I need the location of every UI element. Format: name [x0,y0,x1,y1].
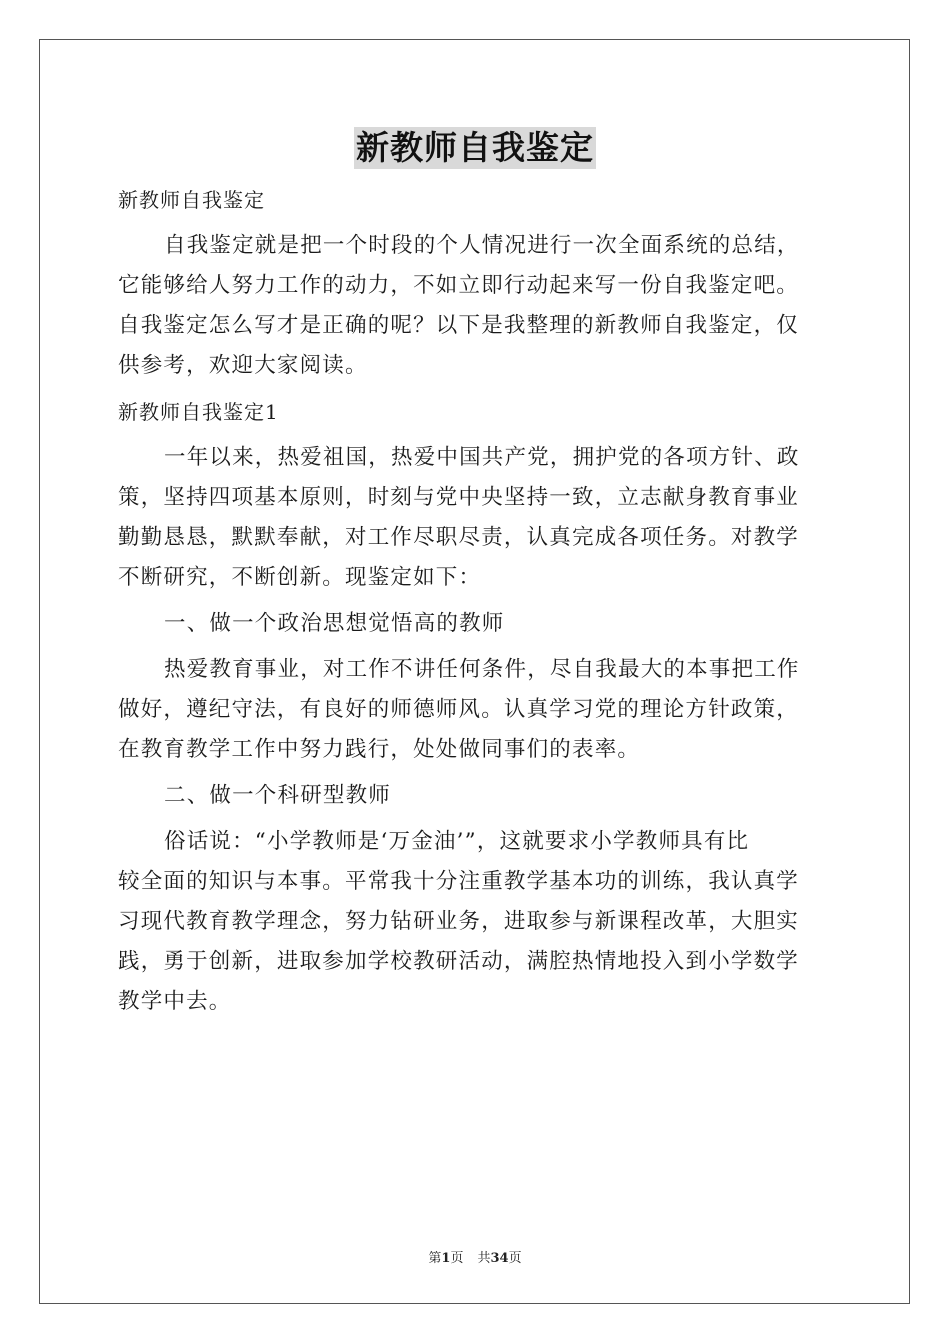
paragraph-line: 习现代教育教学理念，努力钻研业务，进取参与新课程改革，大胆实 [118,909,800,934]
point-heading-2: 二、做一个科研型教师 [164,783,392,808]
paragraph-1 [118,438,834,598]
intro-paragraph [118,226,834,386]
paragraph-line: 它能够给人努力工作的动力，不如立即行动起来写一份自我鉴定吧。 [118,273,800,298]
document-subtitle: 新教师自我鉴定 [118,188,265,212]
page-suffix: 页 [450,1251,464,1266]
paragraph-line: 不断研究，不断创新。现鉴定如下： [118,565,482,590]
paragraph-line: 做好，遵纪守法，有良好的师德师风。认真学习党的理论方针政策， [118,697,800,722]
paragraph-line: 较全面的知识与本事。平常我十分注重教学基本功的训练，我认真学 [118,869,800,894]
paragraph-line: 自我鉴定怎么写才是正确的呢？以下是我整理的新教师自我鉴定，仅 [118,313,800,338]
document-title: 新教师自我鉴定 [356,128,594,167]
paragraph-line: 供参考，欢迎大家阅读。 [118,353,368,378]
page-current: 1 [441,1251,451,1266]
page-prefix: 第 [428,1251,442,1266]
paragraph-line: 热爱教育事业，对工作不讲任何条件，尽自我最大的本事把工作 [164,657,800,682]
total-prefix: 共 [477,1251,491,1266]
paragraph-2 [118,650,834,770]
section-heading: 新教师自我鉴定1 [118,400,279,424]
page-total: 34 [490,1251,509,1266]
paragraph-line: 在教育教学工作中努力践行，处处做同事们的表率。 [118,737,641,762]
page-footer [0,1247,950,1266]
point-heading-1: 一、做一个政治思想觉悟高的教师 [164,611,505,636]
paragraph-line: 策，坚持四项基本原则，时刻与党中央坚持一致，立志献身教育事业 [118,485,800,510]
paragraph-line: 自我鉴定就是把一个时段的个人情况进行一次全面系统的总结， [164,233,800,258]
paragraph-3 [118,822,834,1022]
paragraph-line: 勤勤恳恳，默默奉献，对工作尽职尽责，认真完成各项任务。对教学 [118,525,800,550]
total-suffix: 页 [508,1251,522,1266]
paragraph-line: 一年以来，热爱祖国，热爱中国共产党，拥护党的各项方针、政 [164,445,800,470]
paragraph-line: 教学中去。 [118,989,232,1014]
document-body [118,180,834,1022]
paragraph-line: 俗话说：“小学教师是‘万金油’”，这就要求小学教师具有比 [164,829,750,854]
paragraph-line: 践，勇于创新，进取参加学校教研活动，满腔热情地投入到小学数学 [118,949,800,974]
title-container [0,127,950,169]
